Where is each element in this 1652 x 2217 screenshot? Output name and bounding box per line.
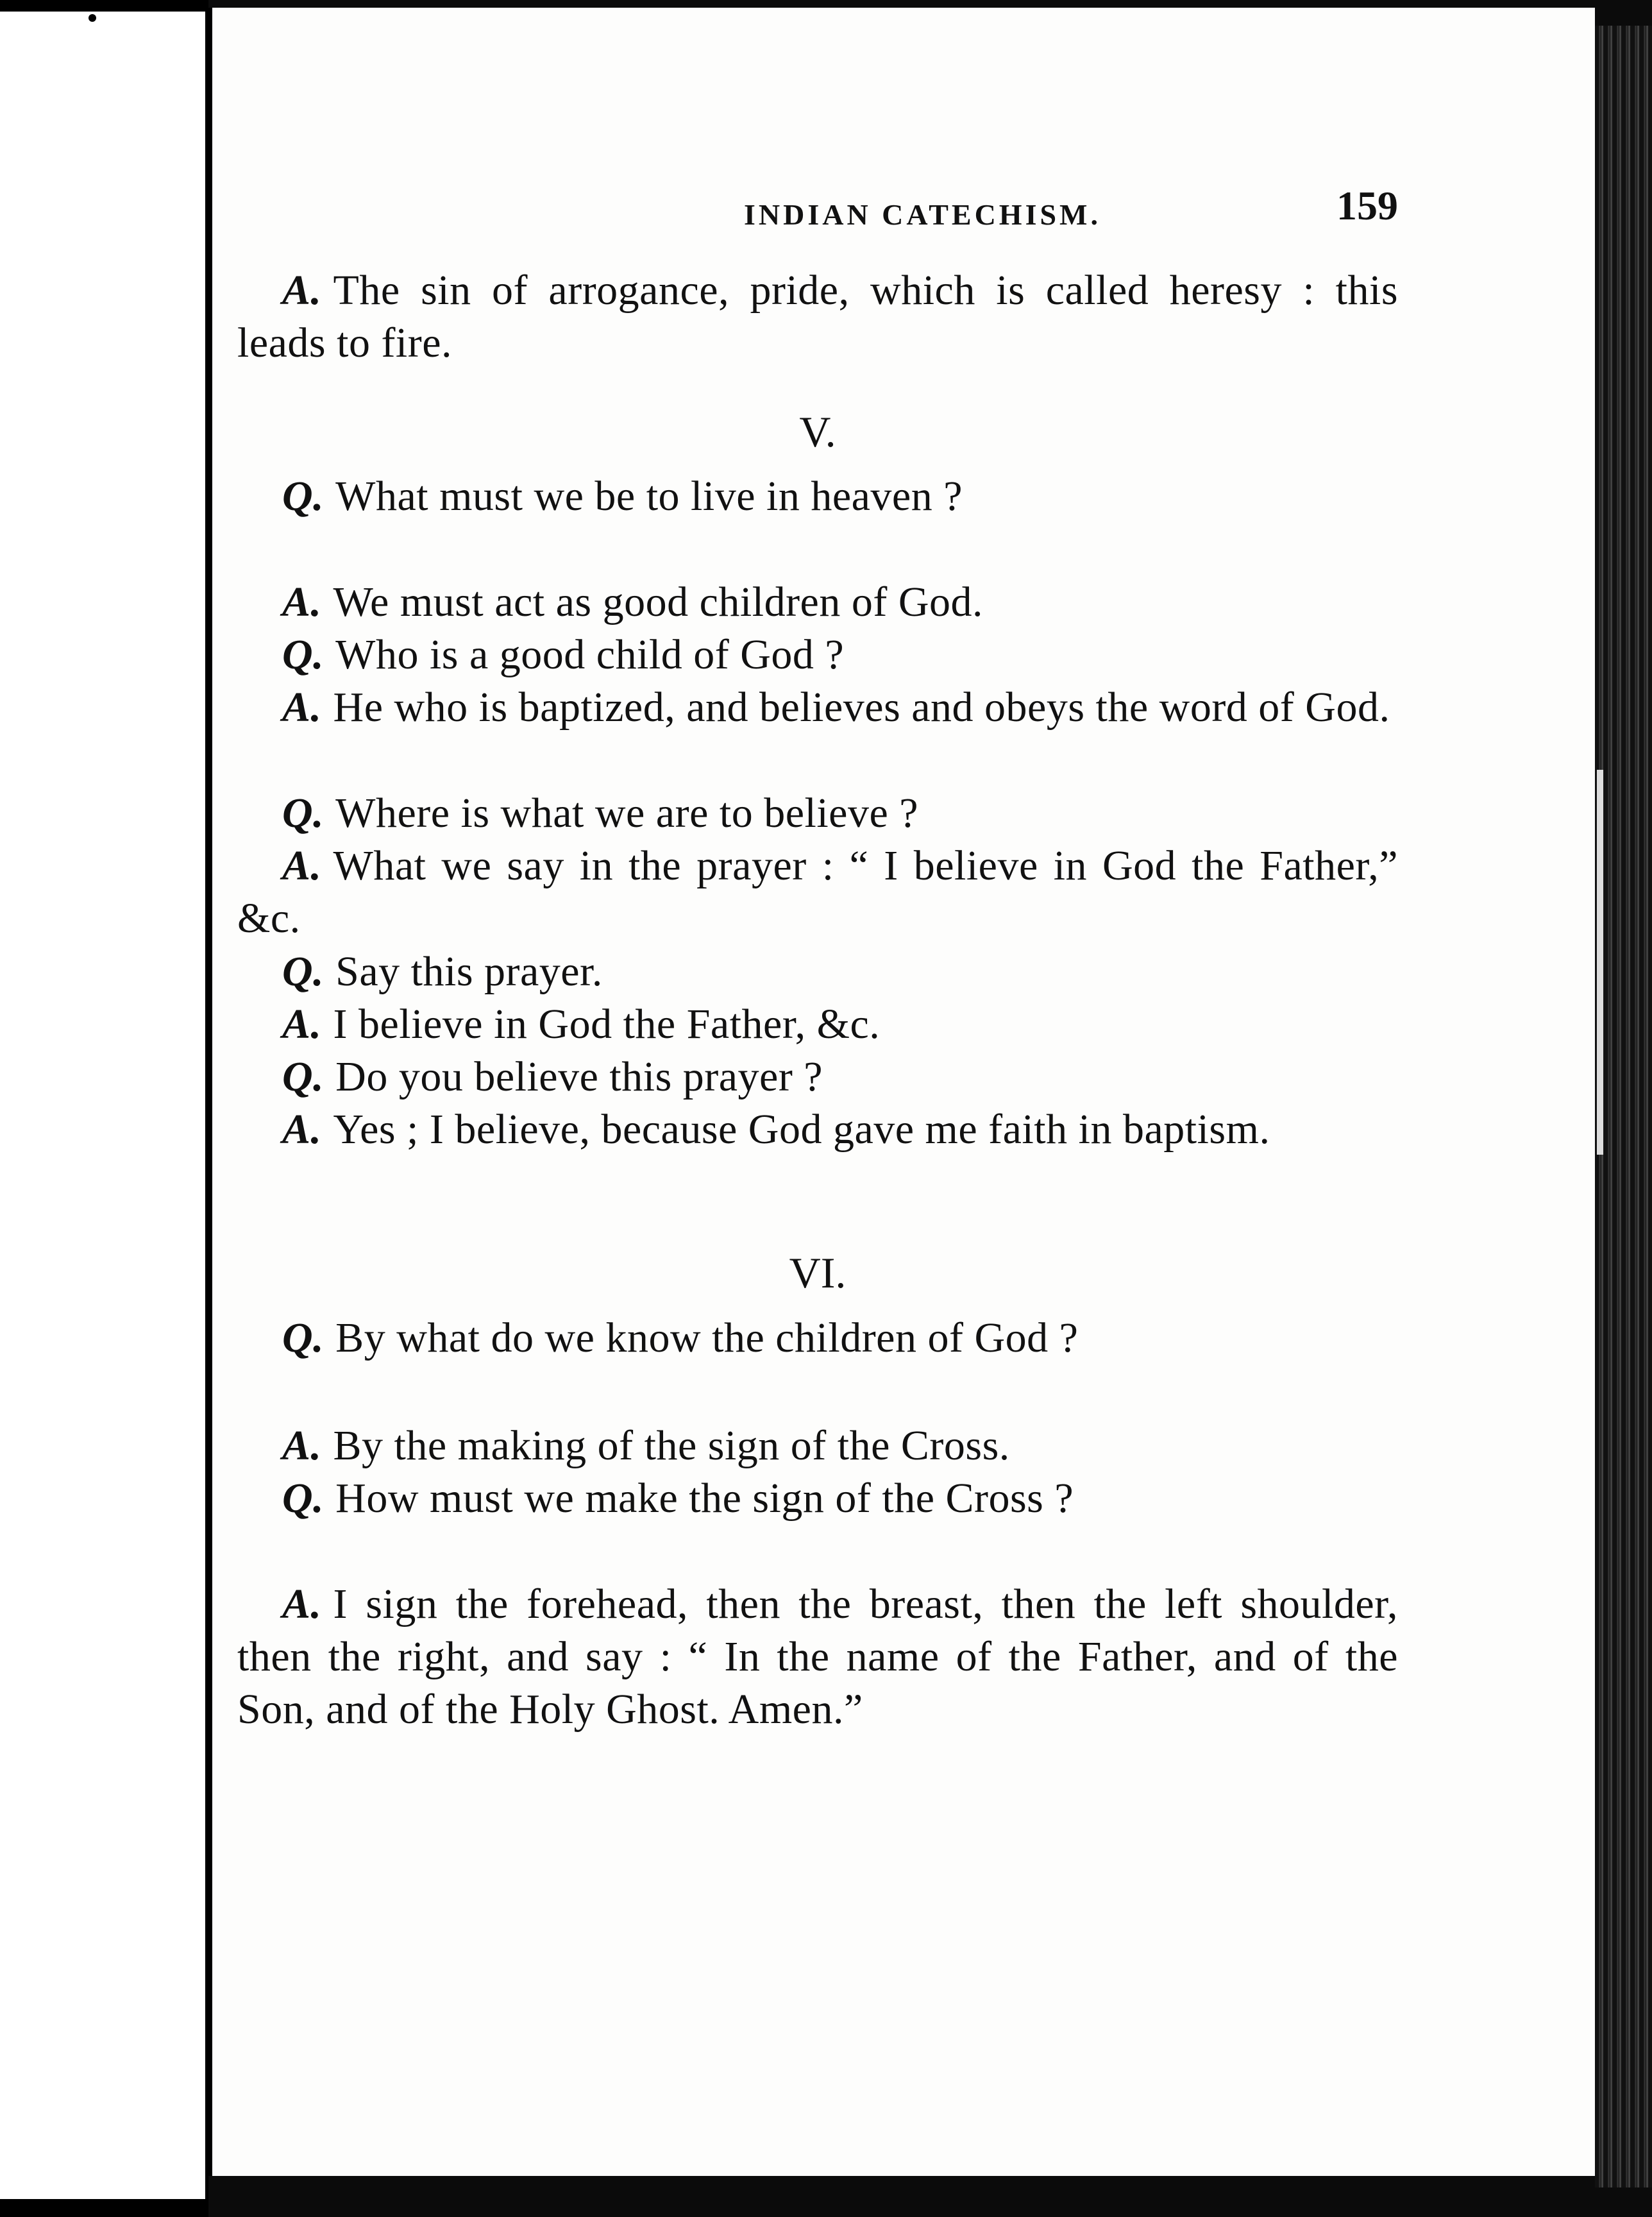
speaker-label: Q.: [282, 1314, 324, 1361]
answer-text: By the making of the sign of the Cross.: [333, 1422, 1010, 1469]
page-fore-edge: [1595, 26, 1652, 2187]
section-heading-v: V.: [799, 407, 836, 456]
speaker-label: Q.: [282, 790, 324, 837]
answer-text: What we say in the prayer : “ I believe in God the Father,” &c.: [237, 842, 1398, 942]
speaker-label: Q.: [282, 631, 324, 678]
question-text: Do you believe this prayer ?: [335, 1053, 823, 1100]
page-header: [237, 180, 1398, 237]
question-paragraph: [237, 787, 1398, 840]
speaker-label: A.: [282, 1001, 322, 1048]
answer-paragraph: [237, 1103, 1398, 1156]
speaker-label: A.: [282, 267, 322, 314]
answer-text: Yes ; I believe, because God gave me faith in baptism.: [333, 1106, 1270, 1153]
running-head: INDIAN CATECHISM.: [744, 198, 1101, 231]
page-number: 159: [1336, 183, 1398, 228]
speaker-label: Q.: [282, 1475, 324, 1522]
question-paragraph: [237, 946, 1398, 998]
ink-speck: [88, 14, 96, 22]
answer-text: The sin of arrogance, pride, which is called heresy : this leads to fire.: [237, 267, 1398, 366]
answer-paragraph: [237, 681, 1398, 734]
question-text: By what do we know the children of God ?: [335, 1314, 1079, 1361]
speaker-label: A.: [282, 684, 322, 731]
answer-text: I believe in God the Father, &c.: [333, 1001, 881, 1048]
speaker-label: Q.: [282, 1053, 324, 1100]
answer-paragraph: [237, 264, 1398, 370]
question-text: Say this prayer.: [335, 948, 603, 995]
answer-paragraph: [237, 998, 1398, 1051]
question-text: Where is what we are to believe ?: [335, 790, 919, 837]
answer-paragraph: [237, 576, 1398, 629]
speaker-label: A.: [282, 1106, 322, 1153]
page-edge-highlight: [1597, 770, 1603, 1155]
left-page-margin: [0, 12, 205, 2199]
question-paragraph: [237, 1312, 1398, 1364]
question-text: What must we be to live in heaven ?: [335, 473, 963, 520]
question-text: How must we make the sign of the Cross ?: [335, 1475, 1074, 1522]
speaker-label: A.: [282, 1422, 322, 1469]
question-paragraph: [237, 1472, 1398, 1525]
section-heading-vi: VI.: [789, 1248, 847, 1297]
answer-text: We must act as good children of God.: [333, 579, 983, 625]
speaker-label: Q.: [282, 948, 324, 995]
speaker-label: Q.: [282, 473, 324, 520]
answer-paragraph: [237, 1420, 1398, 1472]
answer-text: He who is baptized, and believes and obeys the word of God.: [333, 684, 1390, 731]
question-paragraph: [237, 1051, 1398, 1103]
answer-text: I sign the forehead, then the breast, then the left shoulder, then the right, and say : “ In the name of the Father, and of the Son, and of the Holy Ghost. Amen.”: [237, 1581, 1398, 1733]
question-paragraph: [237, 470, 1398, 523]
question-text: Who is a good child of God ?: [335, 631, 845, 678]
answer-paragraph: [237, 840, 1398, 945]
answer-paragraph: [237, 1578, 1398, 1736]
speaker-label: A.: [282, 579, 322, 625]
speaker-label: A.: [282, 842, 322, 889]
speaker-label: A.: [282, 1581, 322, 1627]
question-paragraph: [237, 629, 1398, 681]
